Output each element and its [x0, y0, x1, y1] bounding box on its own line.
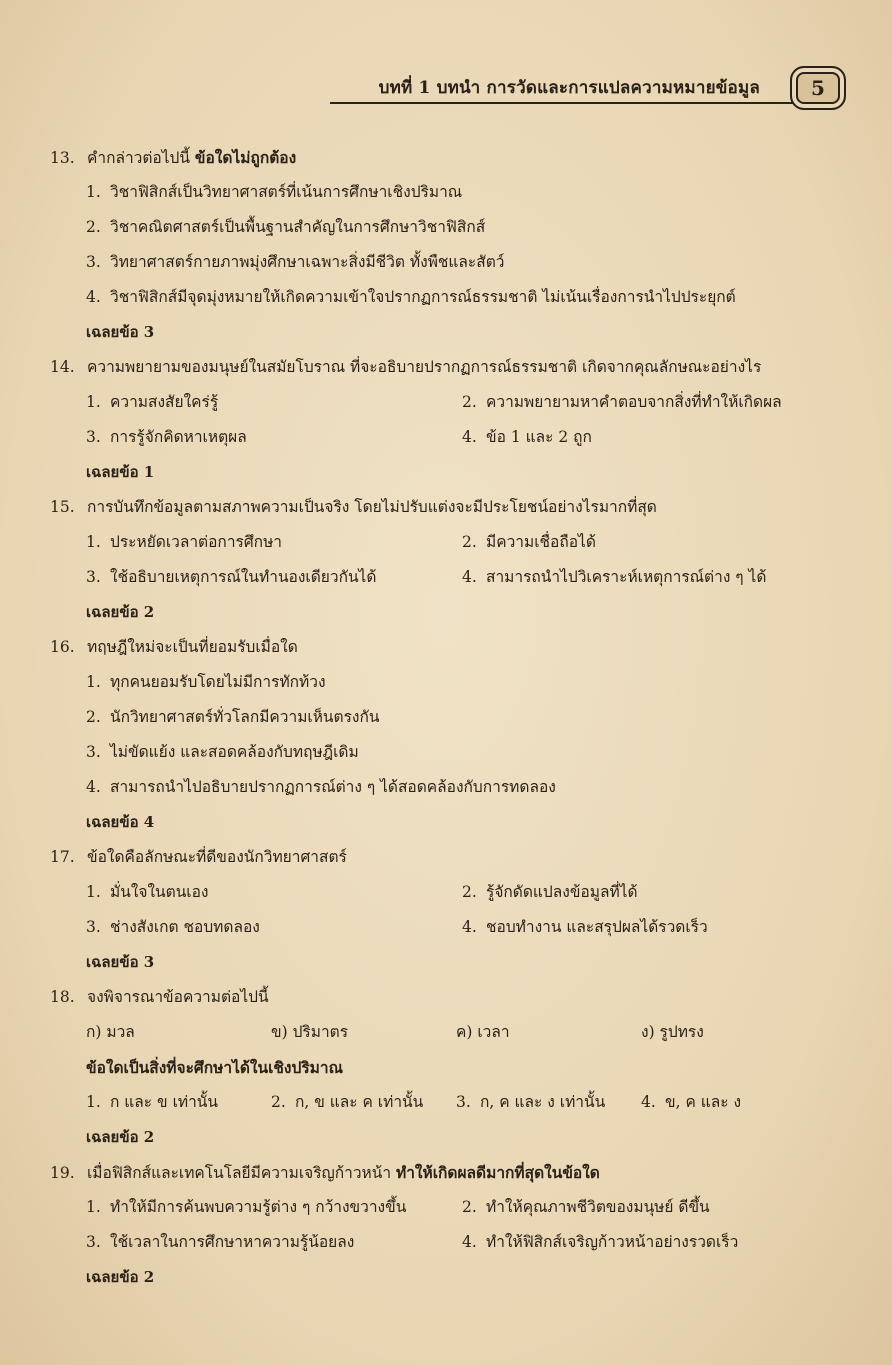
option-text: ความสงสัยใคร่รู้ [110, 393, 219, 411]
question-text: ข้อใดคือลักษณะที่ดีของนักวิทยาศาสตร์ [87, 848, 347, 866]
option [86, 525, 462, 560]
option [462, 1190, 862, 1225]
question-stem [50, 840, 870, 875]
option [462, 560, 862, 595]
option-number: 4. [462, 568, 477, 586]
option [50, 280, 870, 315]
question-text: ความพยายามของมนุษย์ในสมัยโบราณ ที่จะอธิบายปรากฏการณ์ธรรมชาติ เกิดจากคุณลักษณะอย่างไร [87, 358, 762, 376]
option [50, 700, 870, 735]
option-number: 3. [86, 568, 101, 586]
option-text: ก และ ข เท่านั้น [110, 1093, 218, 1111]
option [86, 560, 462, 595]
question-19 [50, 1155, 870, 1295]
option-number: 4. [462, 428, 477, 446]
option [271, 1085, 456, 1120]
option-text: วิชาคณิตศาสตร์เป็นพื้นฐานสำคัญในการศึกษาวิชาฟิสิกส์ [110, 218, 486, 236]
option [86, 1190, 462, 1225]
option-number: 2. [271, 1093, 286, 1111]
question-text-emphasis: ข้อใดไม่ถูกต้อง [194, 148, 297, 167]
option-text: นักวิทยาศาสตร์ทั่วโลกมีความเห็นตรงกัน [110, 708, 380, 726]
option-text: ข, ค และ ง [665, 1093, 742, 1111]
option [462, 385, 862, 420]
question-text: การบันทึกข้อมูลตามสภาพความเป็นจริง โดยไม่ปรับแต่งจะมีประโยชน์อย่างไรมากที่สุด [87, 498, 657, 516]
option-number: 1. [86, 183, 101, 201]
question-stem [50, 490, 870, 525]
option-row [50, 1085, 870, 1120]
option [462, 1225, 862, 1260]
option-text: มั่นใจในตนเอง [110, 883, 209, 901]
option-number: 4. [86, 778, 101, 796]
option-text: สามารถนำไปอธิบายปรากฏการณ์ต่าง ๆ ได้สอดคล้องกับการทดลอง [110, 778, 556, 796]
option-number: 1. [86, 393, 101, 411]
option-row [50, 385, 870, 420]
option-text: ทำให้มีการค้นพบความรู้ต่าง ๆ กว้างขวางขึ้น [110, 1198, 407, 1216]
option-number: 2. [462, 1198, 477, 1216]
option-number: 3. [456, 1093, 471, 1111]
option-number: 4. [462, 1233, 477, 1251]
option-number: 3. [86, 743, 101, 761]
question-number: 18. [50, 988, 75, 1006]
page-header [330, 66, 860, 110]
option-text: ใช้เวลาในการศึกษาหาความรู้น้อยลง [110, 1233, 355, 1251]
option-number: 1. [86, 533, 101, 551]
answer-key: เฉลยข้อ 1 [86, 463, 155, 481]
option-number: 2. [86, 708, 101, 726]
question-number: 19. [50, 1164, 75, 1182]
option [50, 175, 870, 210]
option-number: 3. [86, 918, 101, 936]
question-number: 13. [50, 149, 75, 167]
question-number: 14. [50, 358, 75, 376]
option [50, 735, 870, 770]
option [641, 1085, 841, 1120]
option-text: ใช้อธิบายเหตุการณ์ในทำนองเดียวกันได้ [110, 568, 377, 586]
option-row [50, 420, 870, 455]
option-number: 1. [86, 673, 101, 691]
question-text: ทฤษฎีใหม่จะเป็นที่ยอมรับเมื่อใด [87, 638, 298, 656]
option-text: ก, ค และ ง เท่านั้น [480, 1093, 606, 1111]
question-stem [50, 140, 870, 175]
question-text: เมื่อฟิสิกส์และเทคโนโลยีมีความเจริญก้าวหน้า [87, 1164, 396, 1182]
option [50, 665, 870, 700]
page-number-badge: 5 [790, 66, 846, 110]
item: ข) ปริมาตร [271, 1023, 349, 1041]
question-text: จงพิจารณาข้อความต่อไปนี้ [87, 988, 269, 1006]
option-row [50, 560, 870, 595]
option [86, 1085, 271, 1120]
option-number: 3. [86, 428, 101, 446]
option-text: สามารถนำไปวิเคราะห์เหตุการณ์ต่าง ๆ ได้ [486, 568, 767, 586]
option-number: 2. [462, 883, 477, 901]
option [50, 210, 870, 245]
option [86, 420, 462, 455]
option [86, 875, 462, 910]
option-text: ช่างสังเกต ชอบทดลอง [110, 918, 260, 936]
option-row [50, 1190, 870, 1225]
option [462, 875, 862, 910]
item-row [50, 1015, 870, 1050]
answer-key: เฉลยข้อ 2 [86, 603, 155, 621]
question-14 [50, 350, 870, 490]
answer-key: เฉลยข้อ 3 [86, 953, 155, 971]
option-row [50, 875, 870, 910]
question-16 [50, 630, 870, 840]
option-text: มีความเชื่อถือได้ [486, 533, 596, 551]
option-number: 4. [462, 918, 477, 936]
option [462, 910, 862, 945]
answer-key: เฉลยข้อ 2 [86, 1128, 155, 1146]
option-text: ไม่ขัดแย้ง และสอดคล้องกับทฤษฎีเดิม [110, 743, 359, 761]
option [86, 1225, 462, 1260]
option-number: 2. [86, 218, 101, 236]
option [462, 525, 862, 560]
option-row [50, 525, 870, 560]
header-rule [330, 102, 800, 104]
answer-key: เฉลยข้อ 2 [86, 1268, 155, 1286]
option [462, 420, 862, 455]
option-number: 2. [462, 393, 477, 411]
question-stem [50, 1155, 870, 1190]
question-17 [50, 840, 870, 980]
option-row [50, 910, 870, 945]
option-text: ชอบทำงาน และสรุปผลได้รวดเร็ว [486, 918, 708, 936]
question-18 [50, 980, 870, 1155]
option-text: รู้จักดัดแปลงข้อมูลที่ได้ [486, 883, 638, 901]
question-number: 15. [50, 498, 75, 516]
option-text: ก, ข และ ค เท่านั้น [295, 1093, 424, 1111]
option-text: วิชาฟิสิกส์มีจุดมุ่งหมายให้เกิดความเข้าใจปรากฏการณ์ธรรมชาติ ไม่เน้นเรื่องการนำไปประยุกต์ [110, 288, 736, 306]
option-text: ทำให้คุณภาพชีวิตของมนุษย์ ดีขึ้น [486, 1198, 710, 1216]
question-number: 16. [50, 638, 75, 656]
sub-question: ข้อใดเป็นสิ่งที่จะศึกษาได้ในเชิงปริมาณ [86, 1058, 343, 1077]
question-15 [50, 490, 870, 630]
option-text: การรู้จักคิดหาเหตุผล [110, 428, 247, 446]
option [456, 1085, 641, 1120]
option-number: 4. [641, 1093, 656, 1111]
question-text-emphasis: ทำให้เกิดผลดีมากที่สุดในข้อใด [396, 1163, 600, 1182]
question-13 [50, 140, 870, 350]
option [50, 245, 870, 280]
question-text: คำกล่าวต่อไปนี้ [87, 149, 195, 167]
option-text: ทุกคนยอมรับโดยไม่มีการทักท้วง [110, 673, 326, 691]
option-text: ประหยัดเวลาต่อการศึกษา [110, 533, 282, 551]
question-number: 17. [50, 848, 75, 866]
item: ง) รูปทรง [641, 1023, 704, 1041]
item: ค) เวลา [456, 1023, 510, 1041]
item: ก) มวล [86, 1023, 135, 1041]
question-stem [50, 980, 870, 1015]
option [86, 910, 462, 945]
option-row [50, 1225, 870, 1260]
chapter-title: บทที่ 1 บทนำ การวัดและการแปลความหมายข้อมูล [378, 78, 760, 98]
option-number: 2. [462, 533, 477, 551]
question-stem [50, 350, 870, 385]
option-text: ความพยายามหาคำตอบจากสิ่งที่ทำให้เกิดผล [486, 393, 782, 411]
option-number: 1. [86, 883, 101, 901]
option-number: 4. [86, 288, 101, 306]
option-number: 1. [86, 1093, 101, 1111]
option-text: ข้อ 1 และ 2 ถูก [486, 428, 592, 446]
option-number: 1. [86, 1198, 101, 1216]
question-list [50, 140, 870, 1295]
option-number: 3. [86, 1233, 101, 1251]
option-text: ทำให้ฟิสิกส์เจริญก้าวหน้าอย่างรวดเร็ว [486, 1233, 739, 1251]
option-text: วิทยาศาสตร์กายภาพมุ่งศึกษาเฉพาะสิ่งมีชีวิต ทั้งพืชและสัตว์ [110, 253, 505, 271]
question-stem [50, 630, 870, 665]
answer-key: เฉลยข้อ 3 [86, 323, 155, 341]
option-number: 3. [86, 253, 101, 271]
answer-key: เฉลยข้อ 4 [86, 813, 155, 831]
option [86, 385, 462, 420]
option [50, 770, 870, 805]
option-text: วิชาฟิสิกส์เป็นวิทยาศาสตร์ที่เน้นการศึกษาเชิงปริมาณ [110, 183, 463, 201]
